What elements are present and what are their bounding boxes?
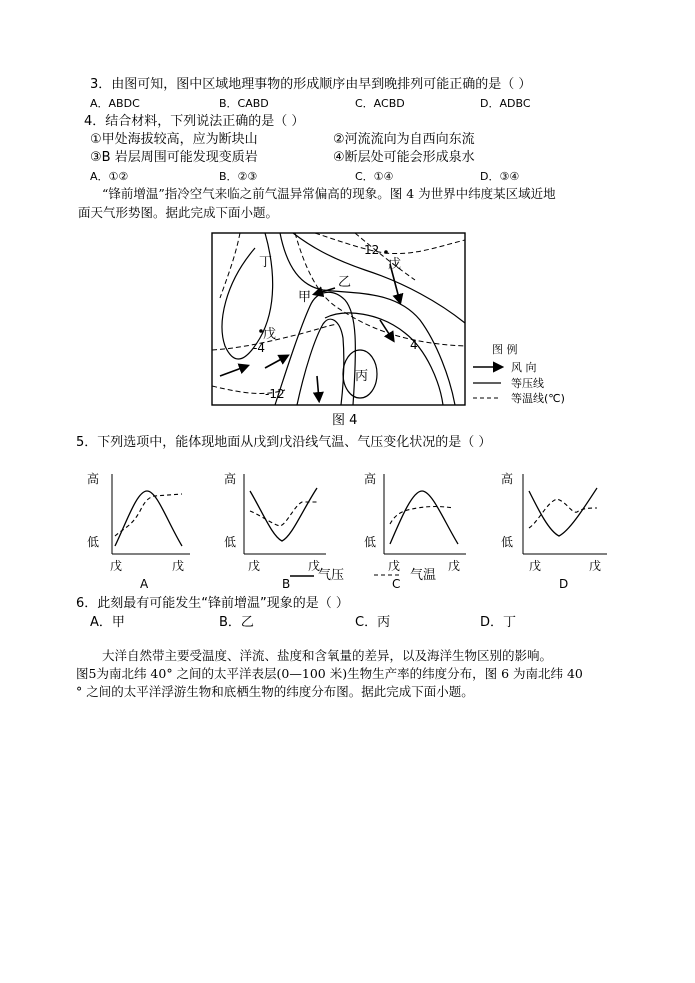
panel-d-x1: 戊 (529, 559, 542, 573)
label-jia: 甲 (298, 290, 312, 305)
q4-option-b: B．②③ (219, 170, 258, 183)
passage2-line3: ° 之间的太平洋浮游生物和底栖生物的纬度分布图。据此完成下面小题。 (76, 684, 474, 699)
panel-a-x2: 戊 (172, 559, 185, 573)
panel-b-pressure (250, 488, 317, 541)
legend-wind: 风 向 (511, 361, 537, 374)
q5-panel-d (497, 466, 612, 591)
q4-statement-4: ④断层处可能会形成泉水 (333, 150, 475, 165)
q4-statement-3: ③B 岩层周围可能发现变质岩 (90, 150, 258, 165)
panel-c-low: 低 (364, 535, 377, 549)
q6-stem: 6．此刻最有可能发生“锋前增温”现象的是（ ） (76, 596, 349, 611)
q6-option-c: C．丙 (355, 615, 391, 630)
panel-b-x1: 戊 (248, 559, 261, 573)
panel-c-x2: 戊 (448, 559, 461, 573)
q6-option-d: D．丁 (480, 615, 517, 630)
label-wu-left: 戊 (263, 327, 277, 342)
label-bing: 丙 (355, 369, 369, 384)
label-iso-minus12: -12 (265, 387, 285, 401)
legend-temp-line (374, 570, 404, 580)
label-wu-top: 戊 (388, 257, 402, 272)
q3-option-d: D．ADBC (480, 97, 531, 110)
panel-c-pressure (390, 491, 458, 544)
legend-isobar: 等压线 (511, 377, 544, 390)
q4-option-c: C．①④ (355, 170, 394, 183)
panel-d-low: 低 (501, 535, 514, 549)
panel-b-x2: 戊 (308, 559, 321, 573)
panel-a-x1: 戊 (110, 559, 123, 573)
label-iso-12-top: 12 (364, 243, 380, 257)
q4-option-d: D．③④ (480, 170, 520, 183)
legend-title: 图 例 (492, 343, 518, 356)
q4-statement-2: ②河流流向为自西向东流 (333, 132, 475, 147)
panel-c-high: 高 (364, 472, 377, 486)
panel-d-pressure (529, 488, 597, 536)
panel-a-letter: A (140, 577, 149, 591)
passage1-line2: 面天气形势图。据此完成下面小题。 (78, 205, 279, 220)
legend-isotherm: 等温线(℃) (511, 392, 565, 405)
panel-d-letter: D (559, 577, 569, 591)
panel-b-letter: B (282, 577, 291, 591)
q6-option-b: B．乙 (219, 615, 254, 630)
label-yi: 乙 (338, 275, 352, 290)
panel-a-low: 低 (87, 535, 100, 549)
q6-option-a: A．甲 (90, 615, 125, 630)
panel-a-temp (115, 494, 182, 536)
q4-stem: 4．结合材料，下列说法正确的是（ ） (84, 114, 305, 129)
q3-option-a: A．ABDC (90, 97, 140, 110)
label-ding: 丁 (259, 255, 273, 270)
q3-stem: 3．由图可知，图中区域地理事物的形成顺序由早到晚排列可能正确的是（ ） (90, 77, 532, 92)
figure4-caption: 图 4 (332, 413, 358, 428)
figure4-weather-map (205, 228, 585, 414)
passage2-line1: 大洋自然带主要受温度、洋流、盐度和含氧量的差异，以及海洋生物区别的影响。 (102, 648, 553, 663)
panel-d-high: 高 (501, 472, 514, 486)
legend-temp-label: 气温 (410, 568, 437, 583)
q5-stem: 5．下列选项中，能体现地面从戊到戊沿线气温、气压变化状况的是（ ） (76, 435, 492, 450)
q4-option-a: A．①② (90, 170, 129, 183)
legend-pressure-label: 气压 (318, 568, 345, 583)
panel-c-x1: 戊 (388, 559, 401, 573)
q5-panel-a (82, 466, 197, 591)
panel-c-letter: C (392, 577, 401, 591)
panel-a-high: 高 (87, 472, 100, 486)
panel-b-low: 低 (224, 535, 237, 549)
label-iso-minus4: -4 (253, 341, 265, 355)
q3-option-b: B．CABD (219, 97, 269, 110)
q3-option-c: C．ACBD (355, 97, 405, 110)
panel-d-x2: 戊 (589, 559, 602, 573)
passage2-line2: 图5为南北纬 40° 之间的太平洋表层(0—100 米)生物生产率的纬度分布，图 6 为南北纬 40 (76, 666, 583, 681)
label-iso-4: 4 (410, 338, 418, 352)
passage1-line1: “锋前增温”指冷空气来临之前气温异常偏高的现象。图 4 为世界中纬度某区域近地 (102, 186, 556, 201)
q4-statement-1: ①甲处海拔较高，应为断块山 (90, 132, 258, 147)
panel-b-high: 高 (224, 472, 237, 486)
